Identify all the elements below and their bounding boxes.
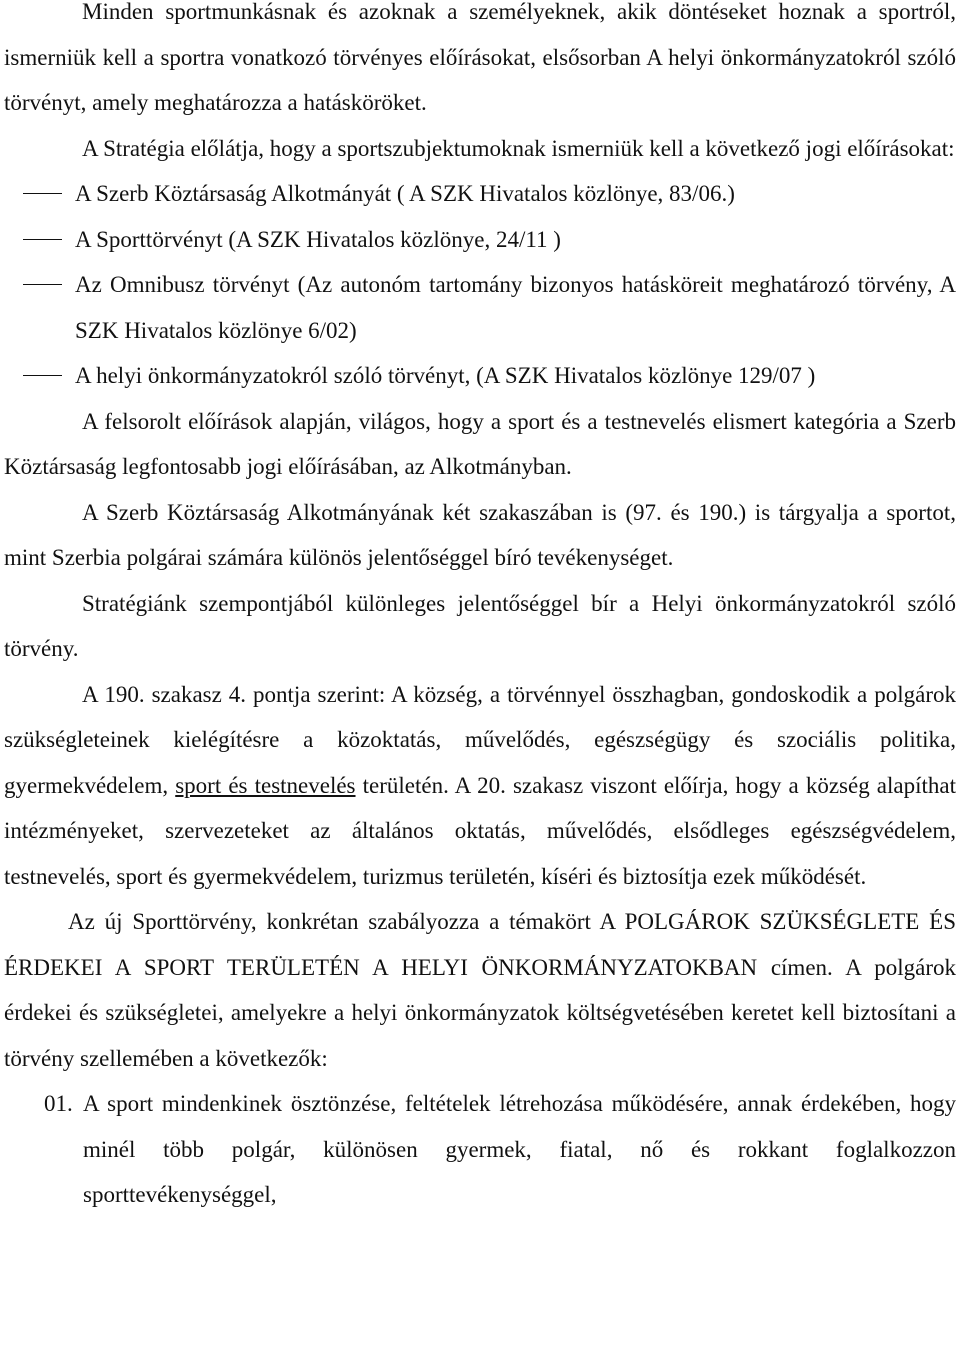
paragraph-intro: Minden sportmunkásnak és azoknak a személyeknek, akik döntéseket hoznak a sportról, ismerniük kell a sportra vonatkozó törvényes előírásokat, elsősorban A helyi önkormányzatokról szóló törvényt, amely meghatározza a hatásköröket. xyxy=(4,0,956,115)
dash-bullet-icon xyxy=(23,284,62,285)
paragraph-section-190 xyxy=(4,672,956,900)
list-item-text: A helyi önkormányzatokról szóló törvényt, (A SZK Hivatalos közlönye 129/07 ) xyxy=(75,363,816,388)
list-item-text: A Szerb Köztársaság Alkotmányát ( A SZK Hivatalos közlönye, 83/06.) xyxy=(75,181,735,206)
numbered-list-item xyxy=(4,1081,956,1218)
legal-documents-list xyxy=(4,171,956,399)
list-item xyxy=(4,353,956,399)
list-item-text: A sport mindenkinek ösztönzése, feltételek létrehozása működésére, annak érdekében, hogy minél több polgár, különösen gyermek, fiatal, nő és rokkant foglalkozzon sporttevékenységgel, xyxy=(83,1091,956,1207)
section-190-text-start: A 190. szakasz 4. pontja szerint: A község, a törvénnyel összhagban, gondoskodik a polgárok szükségleteinek kielégítésre a közoktatás, művelődés, egészségügy és szociális politika, gyermekvédelem, xyxy=(4,681,956,798)
paragraph-sport-law: Az új Sporttörvény, konkrétan szabályozza a témakört A POLGÁROK SZÜKSÉGLETE ÉS ÉRDEKEI A SPORT TERÜLETÉN A HELYI ÖNKORMÁNYZATOKBAN címen. A polgárok érdekei és szükségletei, amelyekre a helyi önkormányzatok költségvetésében keretet kell biztosítani a törvény szellemében a következők: xyxy=(4,909,956,1071)
dash-bullet-icon xyxy=(23,239,62,240)
list-item xyxy=(4,217,956,263)
section-190-text-end: területén. A 20. szakasz viszont előírja, hogy a község alapíthat intézményeket, szervezeteket az általános oktatás, művelődés, elsődleges egészségvédelem, testnevelés, sport és gyermekvédelem, turizmus területén, kíséri és biztosítja ezek működését. xyxy=(4,772,956,889)
list-item xyxy=(4,262,956,353)
paragraph-strategy: A Stratégia előlátja, hogy a sportszubjektumoknak ismerniük kell a következő jogi előírásokat: xyxy=(82,135,955,161)
dash-bullet-icon xyxy=(23,375,62,376)
dash-bullet-icon xyxy=(23,193,62,194)
list-item-text: Az Omnibusz törvényt (Az autonóm tartomány bizonyos hatásköreit meghatározó törvény, A SZK Hivatalos közlönye 6/02) xyxy=(75,272,956,343)
paragraph-constitution: A Szerb Köztársaság Alkotmányának két szakaszában is (97. és 190.) is tárgyalja a sportot, mint Szerbia polgárai számára különös jelentőséggel bíró tevékenységet. xyxy=(4,499,956,570)
underlined-sport-text: sport és testnevelés xyxy=(175,772,356,798)
list-item-number: 01. xyxy=(44,1091,73,1116)
list-item xyxy=(4,171,956,217)
list-item-text: A Sporttörvényt (A SZK Hivatalos közlönye, 24/11 ) xyxy=(75,226,561,252)
paragraph-strategy-local: Stratégiánk szempontjából különleges jelentőséggel bír a Helyi önkormányzatokról szóló törvény. xyxy=(4,590,956,661)
paragraph-listed-rules: A felsorolt előírások alapján, világos, hogy a sport és a testnevelés elismert kategória a Szerb Köztársaság legfontosabb jogi előírásában, az Alkotmányban. xyxy=(4,408,956,479)
